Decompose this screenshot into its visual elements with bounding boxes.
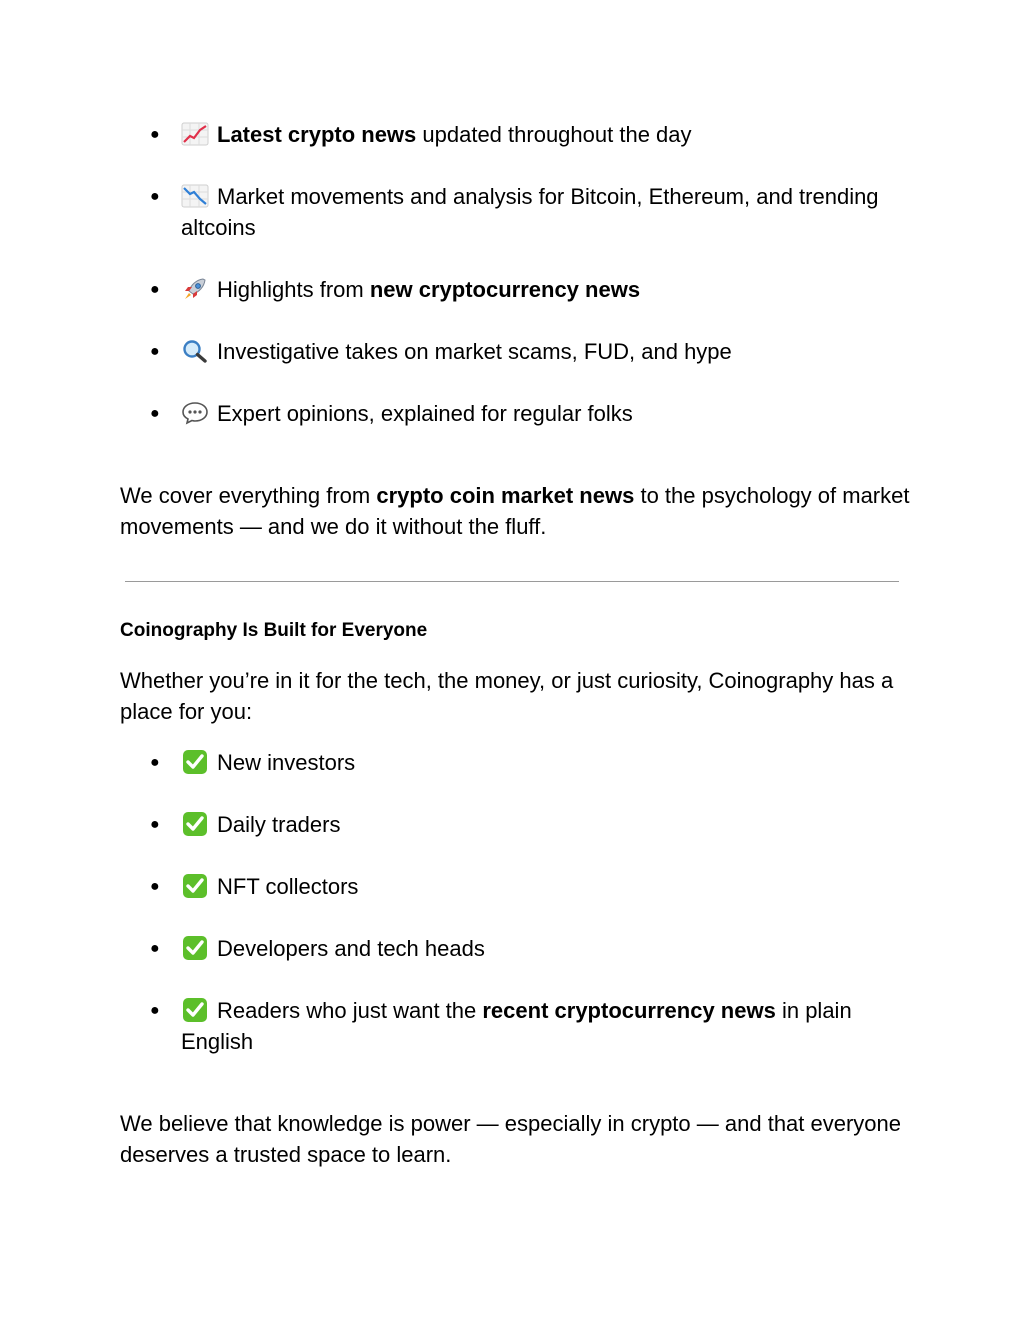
item-text: NFT collectors [217,874,359,899]
rocket-icon [181,277,209,301]
list-item [120,933,910,964]
list-item [120,119,910,150]
item-text: Investigative takes on market scams, FUD, and hype [217,339,732,364]
item-text: updated throughout the day [416,122,692,147]
check-mark-button-icon [181,998,209,1022]
item-text: Readers who just want the [217,998,483,1023]
list-item [120,747,910,778]
horizontal-divider [125,581,899,582]
chart-decreasing-icon [181,184,209,208]
item-text: Highlights from [217,277,370,302]
bullet: ● [150,940,160,957]
bullet: ● [150,754,160,771]
bullet: ● [150,188,160,205]
check-mark-button-icon [181,812,209,836]
intro-paragraph: Whether you’re in it for the tech, the money, or just curiosity, Coinography has a place for you: [120,668,894,724]
bullet: ● [150,343,160,360]
paragraph-bold-text: crypto coin market news [376,483,635,508]
bullet: ● [150,1002,160,1019]
bullet: ● [150,126,160,143]
item-bold-text: Latest crypto news [217,122,417,147]
list-item [120,274,910,305]
bullet: ● [150,281,160,298]
list-item [120,398,910,429]
list-item [120,809,910,840]
paragraph-text: We cover everything from [120,483,377,508]
coverage-paragraph [120,480,910,542]
bullet: ● [150,878,160,895]
list-item [120,336,910,367]
list-item [120,181,910,243]
features-list [120,119,910,429]
item-text: in plain English [181,998,852,1054]
closing-paragraph: We believe that knowledge is power — especially in crypto — and that everyone deserves a trusted space to learn. [120,1111,902,1167]
audience-list [120,747,910,1057]
section-heading: Coinography Is Built for Everyone [120,620,428,641]
bullet: ● [150,405,160,422]
item-text: Developers and tech heads [217,936,485,961]
check-mark-button-icon [181,874,209,898]
item-text: Expert opinions, explained for regular folks [217,401,633,426]
list-item [120,995,910,1057]
list-item [120,871,910,902]
check-mark-button-icon [181,750,209,774]
chart-increasing-icon [181,122,209,146]
item-text: Daily traders [217,812,341,837]
item-text: New investors [217,750,356,775]
bullet: ● [150,816,160,833]
item-bold-text: new cryptocurrency news [369,277,641,302]
check-mark-button-icon [181,936,209,960]
item-bold-text: recent cryptocurrency news [482,998,776,1023]
speech-balloon-icon [181,401,209,425]
magnifying-glass-icon [181,339,209,363]
paragraph-text: to the psychology of market movements — and we do it without the fluff. [120,483,910,539]
item-text: Market movements and analysis for Bitcoin, Ethereum, and trending altcoins [181,184,879,240]
